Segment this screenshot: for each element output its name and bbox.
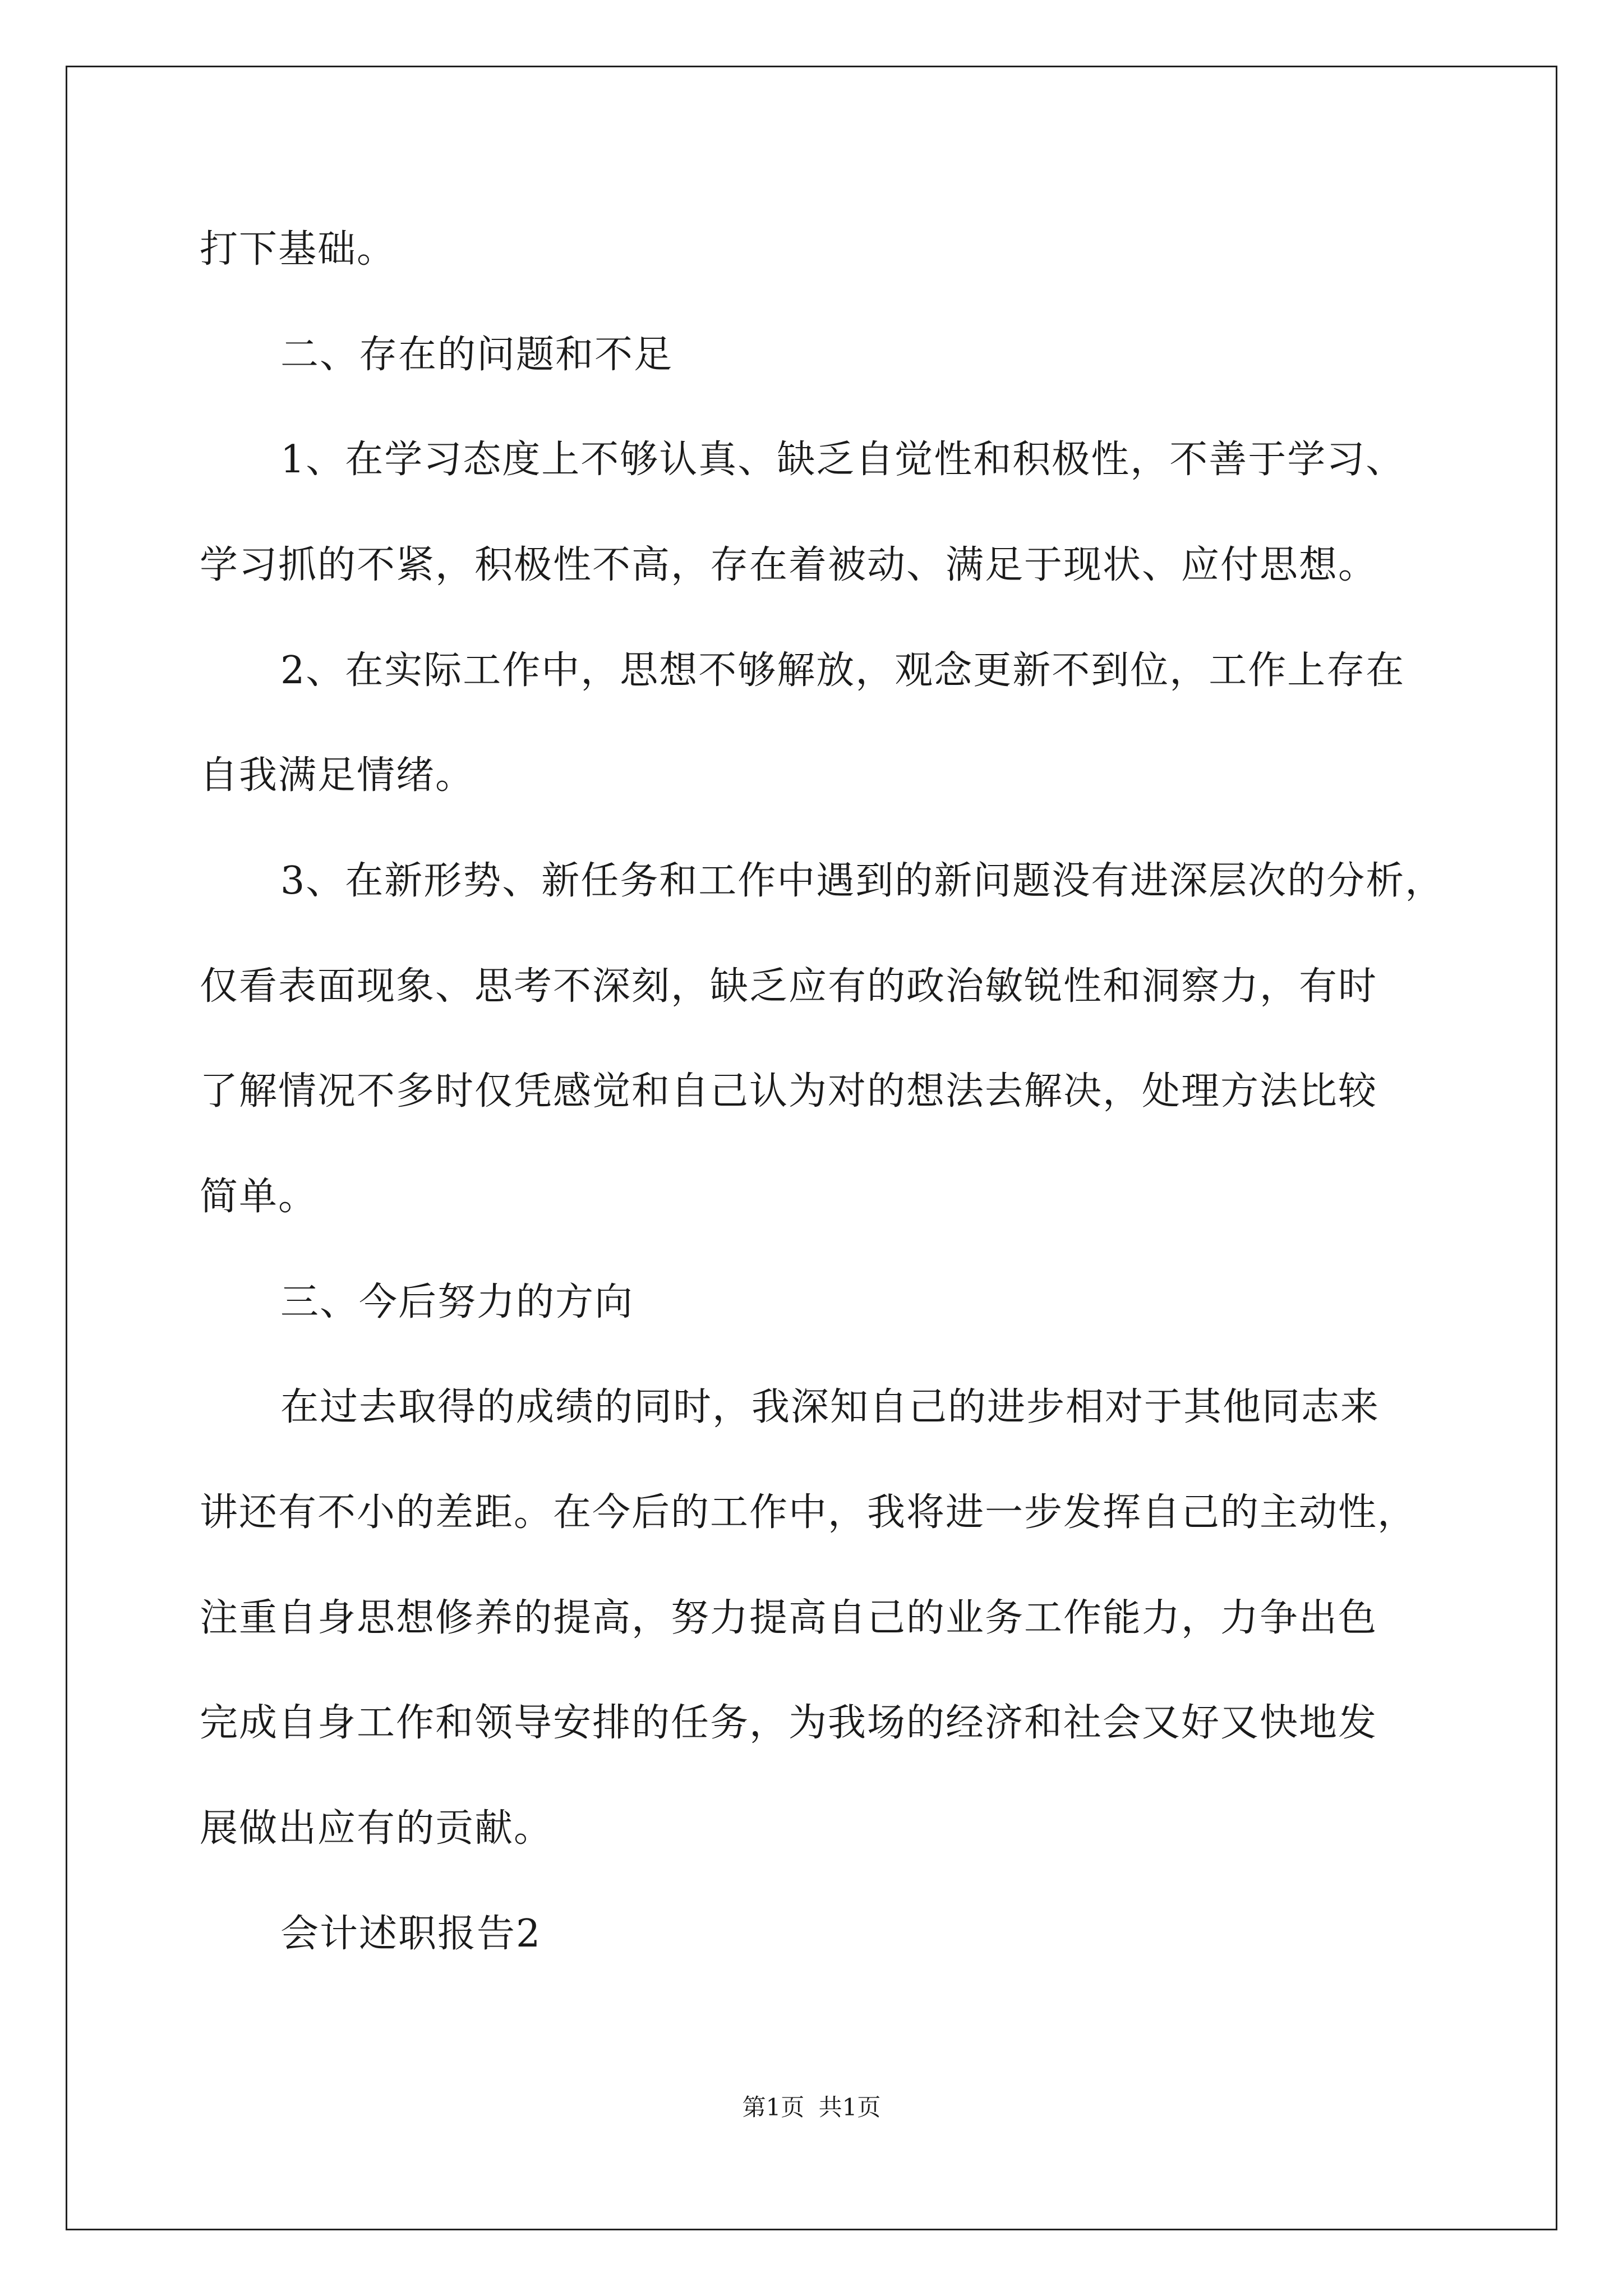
text-line-6: 自我满足情绪。 (200, 753, 475, 798)
text-line-8: 仅看表面现象、思考不深刻，缺乏应有的政治敏锐性和洞察力，有时 (200, 964, 1378, 1009)
text-line-16: 展做出应有的贡献。 (200, 1806, 554, 1851)
text-line-9: 了解情况不多时仅凭感觉和自己认为对的想法去解决，处理方法比较 (200, 1069, 1378, 1114)
text-line-14: 注重自身思想修养的提高，努力提高自己的业务工作能力，力争出色 (200, 1596, 1378, 1640)
text-line-13: 讲还有不小的差距。在今后的工作中，我将进一步发挥自己的主动性， (200, 1490, 1417, 1535)
text-line-4: 学习抓的不紧，积极性不高，存在着被动、满足于现状、应付思想。 (200, 543, 1378, 587)
report-title-2: 会计述职报告2 (280, 1912, 542, 1956)
page-border (66, 66, 1557, 2230)
text-line-7: 3、在新形势、新任务和工作中遇到的新问题没有进深层次的分析， (280, 859, 1445, 903)
text-line-15: 完成自身工作和领导安排的任务，为我场的经济和社会又好又快地发 (200, 1701, 1378, 1745)
page-number-total: 共1页 (818, 2093, 881, 2121)
text-line-12: 在过去取得的成绩的同时，我深知自己的进步相对于其他同志来 (280, 1385, 1380, 1429)
section-heading-problems: 二、存在的问题和不足 (280, 333, 674, 377)
text-line-3: 1、在学习态度上不够认真、缺乏自觉性和积极性，不善于学习、 (280, 438, 1405, 482)
section-heading-direction: 三、今后努力的方向 (280, 1280, 634, 1324)
text-line-1: 打下基础。 (200, 227, 396, 272)
page-number-current: 第1页 (742, 2093, 805, 2121)
page-footer (0, 2091, 1623, 2124)
text-line-10: 简单。 (200, 1175, 318, 1219)
text-line-5: 2、在实际工作中，思想不够解放，观念更新不到位，工作上存在 (280, 648, 1405, 693)
